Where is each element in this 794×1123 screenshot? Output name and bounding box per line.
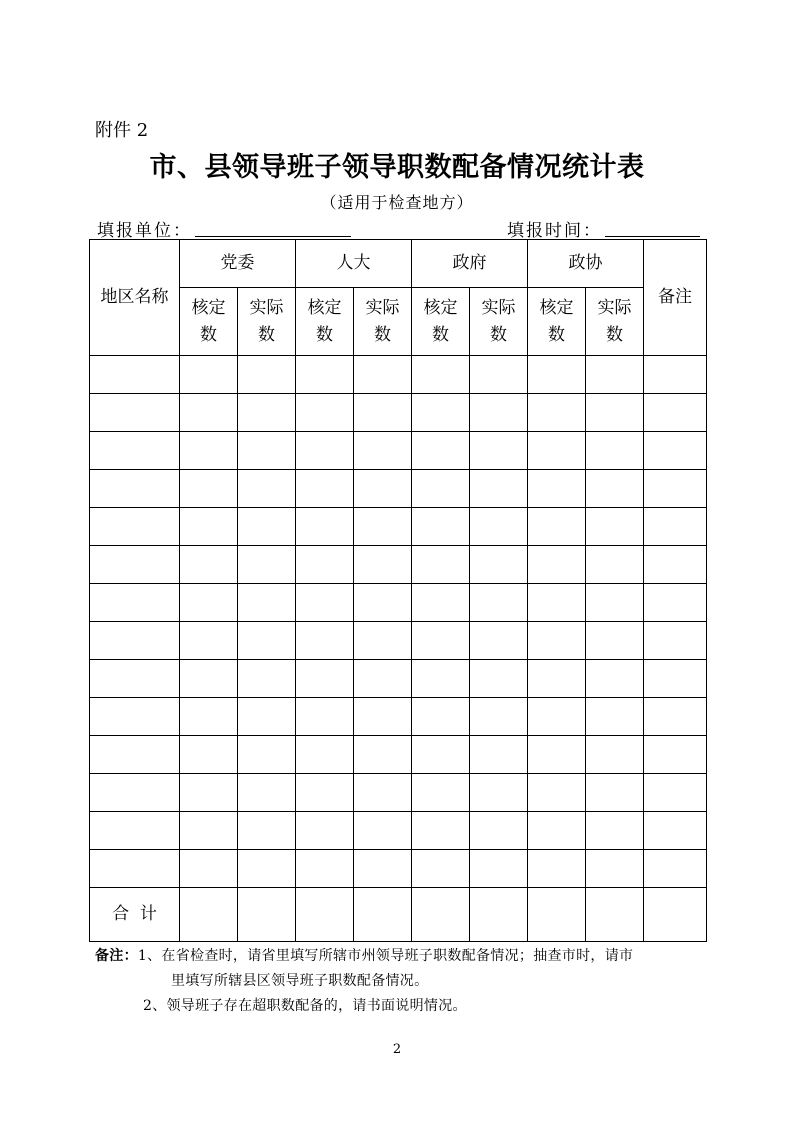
reporting-time-blank[interactable] xyxy=(605,236,700,237)
page-subtitle: （适用于检查地方） xyxy=(320,193,474,212)
table-cell[interactable] xyxy=(180,508,238,546)
notes-block xyxy=(95,944,707,1019)
table-cell[interactable] xyxy=(470,850,528,888)
actual-count-header: 实际数 xyxy=(238,288,296,356)
table-cell[interactable] xyxy=(296,432,354,470)
table-cell[interactable] xyxy=(354,622,412,660)
table-cell[interactable] xyxy=(470,394,528,432)
table-cell[interactable] xyxy=(238,736,296,774)
table-cell[interactable] xyxy=(528,546,586,584)
table-cell[interactable] xyxy=(296,584,354,622)
table-cell[interactable] xyxy=(296,698,354,736)
table-cell[interactable] xyxy=(238,774,296,812)
table-cell[interactable] xyxy=(470,356,528,394)
table-row xyxy=(90,812,707,850)
table-cell[interactable] xyxy=(238,888,296,942)
table-cell[interactable] xyxy=(180,736,238,774)
table-cell[interactable] xyxy=(296,470,354,508)
table-cell[interactable] xyxy=(470,660,528,698)
table-cell[interactable] xyxy=(238,660,296,698)
table-cell[interactable] xyxy=(180,660,238,698)
note-item-2: 2、领导班子存在超职数配备的，请书面说明情况。 xyxy=(143,998,467,1014)
table-cell[interactable] xyxy=(412,698,470,736)
table-cell[interactable] xyxy=(238,394,296,432)
table-cell[interactable] xyxy=(412,508,470,546)
table-cell[interactable] xyxy=(238,850,296,888)
approved-count-header: 核定数 xyxy=(296,288,354,356)
table-cell[interactable] xyxy=(586,356,644,394)
table-cell[interactable] xyxy=(90,622,180,660)
total-label: 合 计 xyxy=(90,888,180,942)
table-cell[interactable] xyxy=(412,888,470,942)
fill-info-line xyxy=(97,216,700,240)
table-cell[interactable] xyxy=(90,736,180,774)
table-cell[interactable] xyxy=(354,698,412,736)
table-cell[interactable] xyxy=(180,622,238,660)
table-cell[interactable] xyxy=(470,508,528,546)
table-cell[interactable] xyxy=(296,660,354,698)
table-cell[interactable] xyxy=(470,888,528,942)
table-cell[interactable] xyxy=(528,508,586,546)
table-cell[interactable] xyxy=(586,660,644,698)
table-cell[interactable] xyxy=(90,660,180,698)
table-cell[interactable] xyxy=(238,584,296,622)
table-cell[interactable] xyxy=(644,546,707,584)
table-cell[interactable] xyxy=(354,584,412,622)
group-header-cppcc: 政协 xyxy=(528,240,644,288)
table-cell[interactable] xyxy=(644,356,707,394)
table-cell[interactable] xyxy=(586,850,644,888)
table-cell[interactable] xyxy=(180,546,238,584)
table-cell[interactable] xyxy=(90,394,180,432)
actual-count-header: 实际数 xyxy=(586,288,644,356)
actual-count-header: 实际数 xyxy=(470,288,528,356)
table-cell[interactable] xyxy=(470,546,528,584)
table-row xyxy=(90,850,707,888)
table-cell[interactable] xyxy=(644,774,707,812)
statistics-table xyxy=(89,239,707,942)
group-header-peoples-congress: 人大 xyxy=(296,240,412,288)
table-cell[interactable] xyxy=(238,698,296,736)
table-cell[interactable] xyxy=(354,432,412,470)
table-cell[interactable] xyxy=(586,432,644,470)
table-cell[interactable] xyxy=(412,812,470,850)
reporting-unit-blank[interactable] xyxy=(195,236,351,237)
table-cell[interactable] xyxy=(296,622,354,660)
table-cell[interactable] xyxy=(412,470,470,508)
table-cell[interactable] xyxy=(586,470,644,508)
table-cell[interactable] xyxy=(238,432,296,470)
table-cell[interactable] xyxy=(586,546,644,584)
approved-count-header: 核定数 xyxy=(412,288,470,356)
table-cell[interactable] xyxy=(528,432,586,470)
table-cell[interactable] xyxy=(412,622,470,660)
approved-count-header: 核定数 xyxy=(180,288,238,356)
page-title: 市、县领导班子领导职数配备情况统计表 xyxy=(149,152,645,183)
table-row xyxy=(90,470,707,508)
table-cell[interactable] xyxy=(296,508,354,546)
table-cell[interactable] xyxy=(644,584,707,622)
table-cell[interactable] xyxy=(296,850,354,888)
table-cell[interactable] xyxy=(296,356,354,394)
table-cell[interactable] xyxy=(528,356,586,394)
table-cell[interactable] xyxy=(528,698,586,736)
table-cell[interactable] xyxy=(180,812,238,850)
table-cell[interactable] xyxy=(528,888,586,942)
table-row xyxy=(90,660,707,698)
region-name-header: 地区名称 xyxy=(90,240,180,356)
table-cell[interactable] xyxy=(180,470,238,508)
table-cell[interactable] xyxy=(238,546,296,584)
table-cell[interactable] xyxy=(238,812,296,850)
group-header-party-committee: 党委 xyxy=(180,240,296,288)
table-cell[interactable] xyxy=(528,584,586,622)
table-cell[interactable] xyxy=(644,432,707,470)
table-cell[interactable] xyxy=(412,660,470,698)
table-cell[interactable] xyxy=(296,774,354,812)
table-cell[interactable] xyxy=(354,356,412,394)
header-row-subcolumns xyxy=(90,288,707,356)
table-cell[interactable] xyxy=(470,698,528,736)
table-cell[interactable] xyxy=(90,508,180,546)
table-cell[interactable] xyxy=(354,812,412,850)
table-cell[interactable] xyxy=(180,774,238,812)
table-cell[interactable] xyxy=(586,736,644,774)
table-cell[interactable] xyxy=(644,508,707,546)
header-row-groups xyxy=(90,240,707,288)
table-cell[interactable] xyxy=(90,356,180,394)
table-row xyxy=(90,622,707,660)
table-cell[interactable] xyxy=(412,394,470,432)
table-cell[interactable] xyxy=(354,736,412,774)
table-row xyxy=(90,432,707,470)
table-cell[interactable] xyxy=(238,470,296,508)
table-cell[interactable] xyxy=(412,584,470,622)
table-cell[interactable] xyxy=(586,622,644,660)
table-cell[interactable] xyxy=(90,546,180,584)
table-cell[interactable] xyxy=(586,508,644,546)
table-cell[interactable] xyxy=(528,660,586,698)
table-cell[interactable] xyxy=(644,622,707,660)
table-cell[interactable] xyxy=(180,394,238,432)
table-cell[interactable] xyxy=(180,432,238,470)
attachment-label: 附件 2 xyxy=(95,120,149,141)
table-cell[interactable] xyxy=(586,888,644,942)
table-cell[interactable] xyxy=(354,394,412,432)
table-cell[interactable] xyxy=(412,432,470,470)
table-cell[interactable] xyxy=(644,394,707,432)
reporting-time-label: 填报时间： xyxy=(507,221,602,241)
table-cell[interactable] xyxy=(90,432,180,470)
table-cell[interactable] xyxy=(238,622,296,660)
actual-count-header: 实际数 xyxy=(354,288,412,356)
table-cell[interactable] xyxy=(90,850,180,888)
table-row xyxy=(90,584,707,622)
table-cell[interactable] xyxy=(180,356,238,394)
table-cell[interactable] xyxy=(180,698,238,736)
table-cell[interactable] xyxy=(412,546,470,584)
table-cell[interactable] xyxy=(586,698,644,736)
table-cell[interactable] xyxy=(470,774,528,812)
table-cell[interactable] xyxy=(644,660,707,698)
table-cell[interactable] xyxy=(528,394,586,432)
table-cell[interactable] xyxy=(470,584,528,622)
table-cell[interactable] xyxy=(90,698,180,736)
table-cell[interactable] xyxy=(296,736,354,774)
table-row xyxy=(90,394,707,432)
table-cell[interactable] xyxy=(470,622,528,660)
table-cell[interactable] xyxy=(586,394,644,432)
total-row xyxy=(90,888,707,942)
table-cell[interactable] xyxy=(644,888,707,942)
table-cell[interactable] xyxy=(180,850,238,888)
table-row xyxy=(90,546,707,584)
table-cell[interactable] xyxy=(470,812,528,850)
table-cell[interactable] xyxy=(180,584,238,622)
table-cell[interactable] xyxy=(644,736,707,774)
table-cell[interactable] xyxy=(90,812,180,850)
table-cell[interactable] xyxy=(90,584,180,622)
table-cell[interactable] xyxy=(296,888,354,942)
table-cell[interactable] xyxy=(528,622,586,660)
table-cell[interactable] xyxy=(528,774,586,812)
table-cell[interactable] xyxy=(412,356,470,394)
approved-count-header: 核定数 xyxy=(528,288,586,356)
table-cell[interactable] xyxy=(354,546,412,584)
table-cell[interactable] xyxy=(586,774,644,812)
table-cell[interactable] xyxy=(412,774,470,812)
note-item-1-continued: 里填写所辖县区领导班子职数配备情况。 xyxy=(171,973,429,989)
table-cell[interactable] xyxy=(180,888,238,942)
notes-prefix: 备注： xyxy=(95,948,138,964)
table-cell[interactable] xyxy=(90,774,180,812)
table-row xyxy=(90,698,707,736)
table-cell[interactable] xyxy=(296,812,354,850)
remarks-header: 备注 xyxy=(644,240,707,356)
table-cell[interactable] xyxy=(470,470,528,508)
table-cell[interactable] xyxy=(412,850,470,888)
table-cell[interactable] xyxy=(296,546,354,584)
table-cell[interactable] xyxy=(586,812,644,850)
group-header-government: 政府 xyxy=(412,240,528,288)
table-cell[interactable] xyxy=(644,470,707,508)
page-number: 2 xyxy=(392,1042,402,1057)
table-cell[interactable] xyxy=(644,850,707,888)
table-cell[interactable] xyxy=(354,850,412,888)
note-item-1 xyxy=(95,944,707,969)
table-cell[interactable] xyxy=(528,850,586,888)
table-cell[interactable] xyxy=(354,470,412,508)
table-cell[interactable] xyxy=(470,736,528,774)
table-row xyxy=(90,774,707,812)
table-cell[interactable] xyxy=(470,432,528,470)
table-cell[interactable] xyxy=(296,394,354,432)
table-cell[interactable] xyxy=(412,736,470,774)
table-cell[interactable] xyxy=(354,660,412,698)
table-cell[interactable] xyxy=(644,698,707,736)
table-cell[interactable] xyxy=(354,888,412,942)
table-row xyxy=(90,508,707,546)
table-cell[interactable] xyxy=(238,356,296,394)
table-cell[interactable] xyxy=(354,774,412,812)
table-cell[interactable] xyxy=(586,584,644,622)
table-cell[interactable] xyxy=(644,812,707,850)
table-cell[interactable] xyxy=(90,470,180,508)
table-cell[interactable] xyxy=(354,508,412,546)
table-cell[interactable] xyxy=(528,736,586,774)
table-cell[interactable] xyxy=(528,470,586,508)
note-1-text: 1、在省检查时，请省里填写所辖市州领导班子职数配备情况；抽查市时，请市 xyxy=(137,948,634,964)
table-row xyxy=(90,736,707,774)
reporting-unit-label: 填报单位： xyxy=(97,221,192,241)
table-cell[interactable] xyxy=(238,508,296,546)
table-row xyxy=(90,356,707,394)
table-cell[interactable] xyxy=(528,812,586,850)
